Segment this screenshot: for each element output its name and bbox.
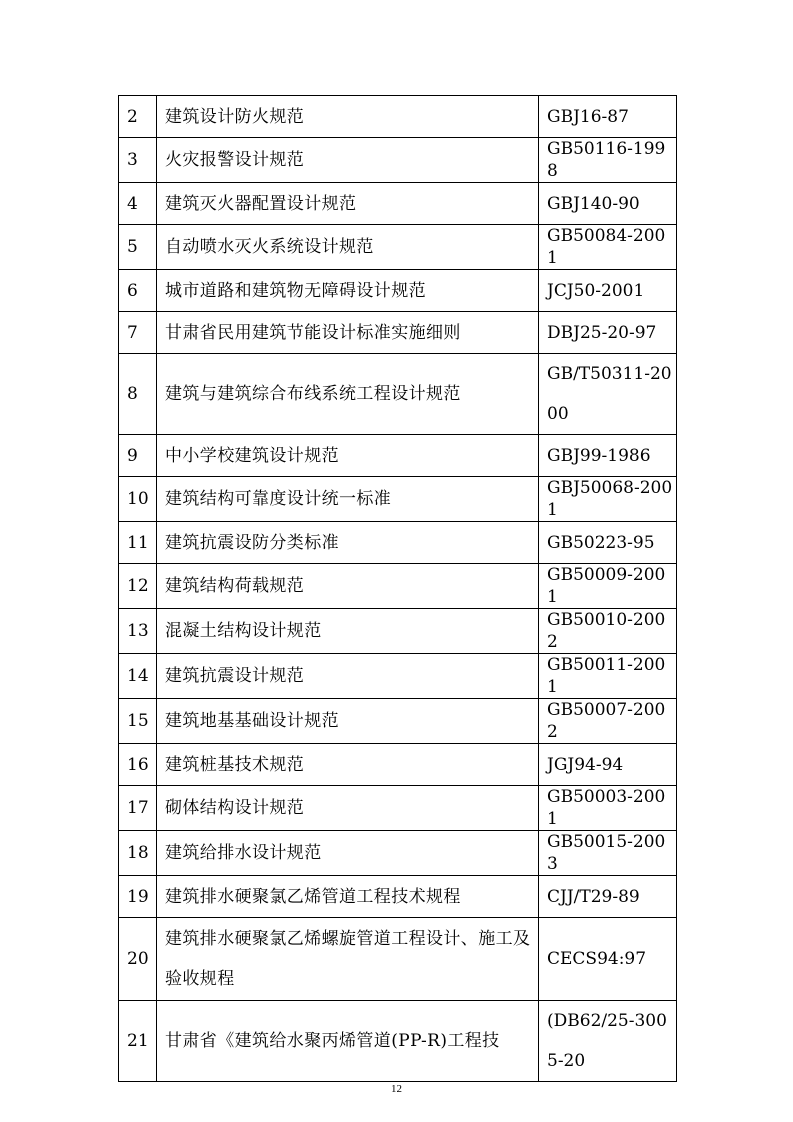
row-number: 11 bbox=[119, 522, 157, 564]
standard-name-text: 建筑排水硬聚氯乙烯螺旋管道工程设计、施工及验收规程 bbox=[165, 929, 531, 989]
standard-code: DBJ25-20-97 bbox=[539, 312, 677, 354]
standard-name: 混凝土结构设计规范 bbox=[157, 609, 539, 654]
standard-name: 建筑桩基技术规范 bbox=[157, 744, 539, 786]
standard-code: GB50084-2001 bbox=[539, 225, 677, 270]
row-number: 8 bbox=[119, 354, 157, 435]
standard-code-text: (DB62/25-3005-20 bbox=[547, 1011, 667, 1071]
standard-name: 砌体结构设计规范 bbox=[157, 786, 539, 831]
row-number: 9 bbox=[119, 435, 157, 477]
row-number: 13 bbox=[119, 609, 157, 654]
standard-code: GBJ50068-2001 bbox=[539, 477, 677, 522]
row-number: 19 bbox=[119, 876, 157, 918]
standard-name: 建筑结构荷载规范 bbox=[157, 564, 539, 609]
row-number: 12 bbox=[119, 564, 157, 609]
table-row bbox=[119, 876, 677, 918]
standard-name: 建筑设计防火规范 bbox=[157, 96, 539, 138]
standard-name: 建筑给排水设计规范 bbox=[157, 831, 539, 876]
standard-code bbox=[539, 1001, 677, 1082]
row-number: 20 bbox=[119, 918, 157, 1001]
table-row bbox=[119, 522, 677, 564]
row-number: 3 bbox=[119, 138, 157, 183]
standard-code: GB50011-2001 bbox=[539, 654, 677, 699]
row-number: 7 bbox=[119, 312, 157, 354]
standard-code: JGJ94-94 bbox=[539, 744, 677, 786]
standard-code: GB50010-2002 bbox=[539, 609, 677, 654]
standard-name bbox=[157, 918, 539, 1001]
table-row bbox=[119, 918, 677, 1001]
standard-name: 建筑抗震设计规范 bbox=[157, 654, 539, 699]
standard-name: 建筑灭火器配置设计规范 bbox=[157, 183, 539, 225]
standard-name: 自动喷水灭火系统设计规范 bbox=[157, 225, 539, 270]
standard-name: 火灾报警设计规范 bbox=[157, 138, 539, 183]
table-row bbox=[119, 786, 677, 831]
table-row bbox=[119, 654, 677, 699]
row-number: 16 bbox=[119, 744, 157, 786]
standard-name: 甘肃省《建筑给水聚丙烯管道(PP-R)工程技 bbox=[157, 1001, 539, 1082]
standards-table bbox=[118, 95, 677, 1082]
standard-code: GB50015-2003 bbox=[539, 831, 677, 876]
table-row bbox=[119, 225, 677, 270]
standard-name: 建筑与建筑综合布线系统工程设计规范 bbox=[157, 354, 539, 435]
standard-code bbox=[539, 354, 677, 435]
standard-code: GBJ16-87 bbox=[539, 96, 677, 138]
standard-code: CECS94:97 bbox=[539, 918, 677, 1001]
table-row bbox=[119, 477, 677, 522]
standard-code: GB50009-2001 bbox=[539, 564, 677, 609]
row-number: 21 bbox=[119, 1001, 157, 1082]
standard-code: GBJ99-1986 bbox=[539, 435, 677, 477]
standard-code: JCJ50-2001 bbox=[539, 270, 677, 312]
table-row bbox=[119, 435, 677, 477]
row-number: 5 bbox=[119, 225, 157, 270]
row-number: 15 bbox=[119, 699, 157, 744]
table-row bbox=[119, 609, 677, 654]
table-row bbox=[119, 312, 677, 354]
table-row bbox=[119, 564, 677, 609]
standard-name: 建筑排水硬聚氯乙烯管道工程技术规程 bbox=[157, 876, 539, 918]
standard-code-text: GB/T50311-2000 bbox=[547, 364, 672, 424]
row-number: 6 bbox=[119, 270, 157, 312]
standard-name: 甘肃省民用建筑节能设计标准实施细则 bbox=[157, 312, 539, 354]
standard-code: GB50007-2002 bbox=[539, 699, 677, 744]
row-number: 4 bbox=[119, 183, 157, 225]
table-row bbox=[119, 183, 677, 225]
table-row bbox=[119, 354, 677, 435]
standard-code: GB50223-95 bbox=[539, 522, 677, 564]
row-number: 2 bbox=[119, 96, 157, 138]
page-number: 12 bbox=[391, 1083, 402, 1095]
row-number: 17 bbox=[119, 786, 157, 831]
row-number: 14 bbox=[119, 654, 157, 699]
table-row bbox=[119, 1001, 677, 1082]
table-row bbox=[119, 699, 677, 744]
table-row bbox=[119, 138, 677, 183]
table-row bbox=[119, 744, 677, 786]
standard-code: GB50116-1998 bbox=[539, 138, 677, 183]
standard-code: GBJ140-90 bbox=[539, 183, 677, 225]
row-number: 18 bbox=[119, 831, 157, 876]
standard-code: GB50003-2001 bbox=[539, 786, 677, 831]
standard-name: 建筑地基基础设计规范 bbox=[157, 699, 539, 744]
standard-name: 建筑结构可靠度设计统一标准 bbox=[157, 477, 539, 522]
standard-name: 中小学校建筑设计规范 bbox=[157, 435, 539, 477]
table-row bbox=[119, 831, 677, 876]
standard-name: 城市道路和建筑物无障碍设计规范 bbox=[157, 270, 539, 312]
standard-code: CJJ/T29-89 bbox=[539, 876, 677, 918]
row-number: 10 bbox=[119, 477, 157, 522]
table-row bbox=[119, 96, 677, 138]
table-row bbox=[119, 270, 677, 312]
standard-name: 建筑抗震设防分类标准 bbox=[157, 522, 539, 564]
